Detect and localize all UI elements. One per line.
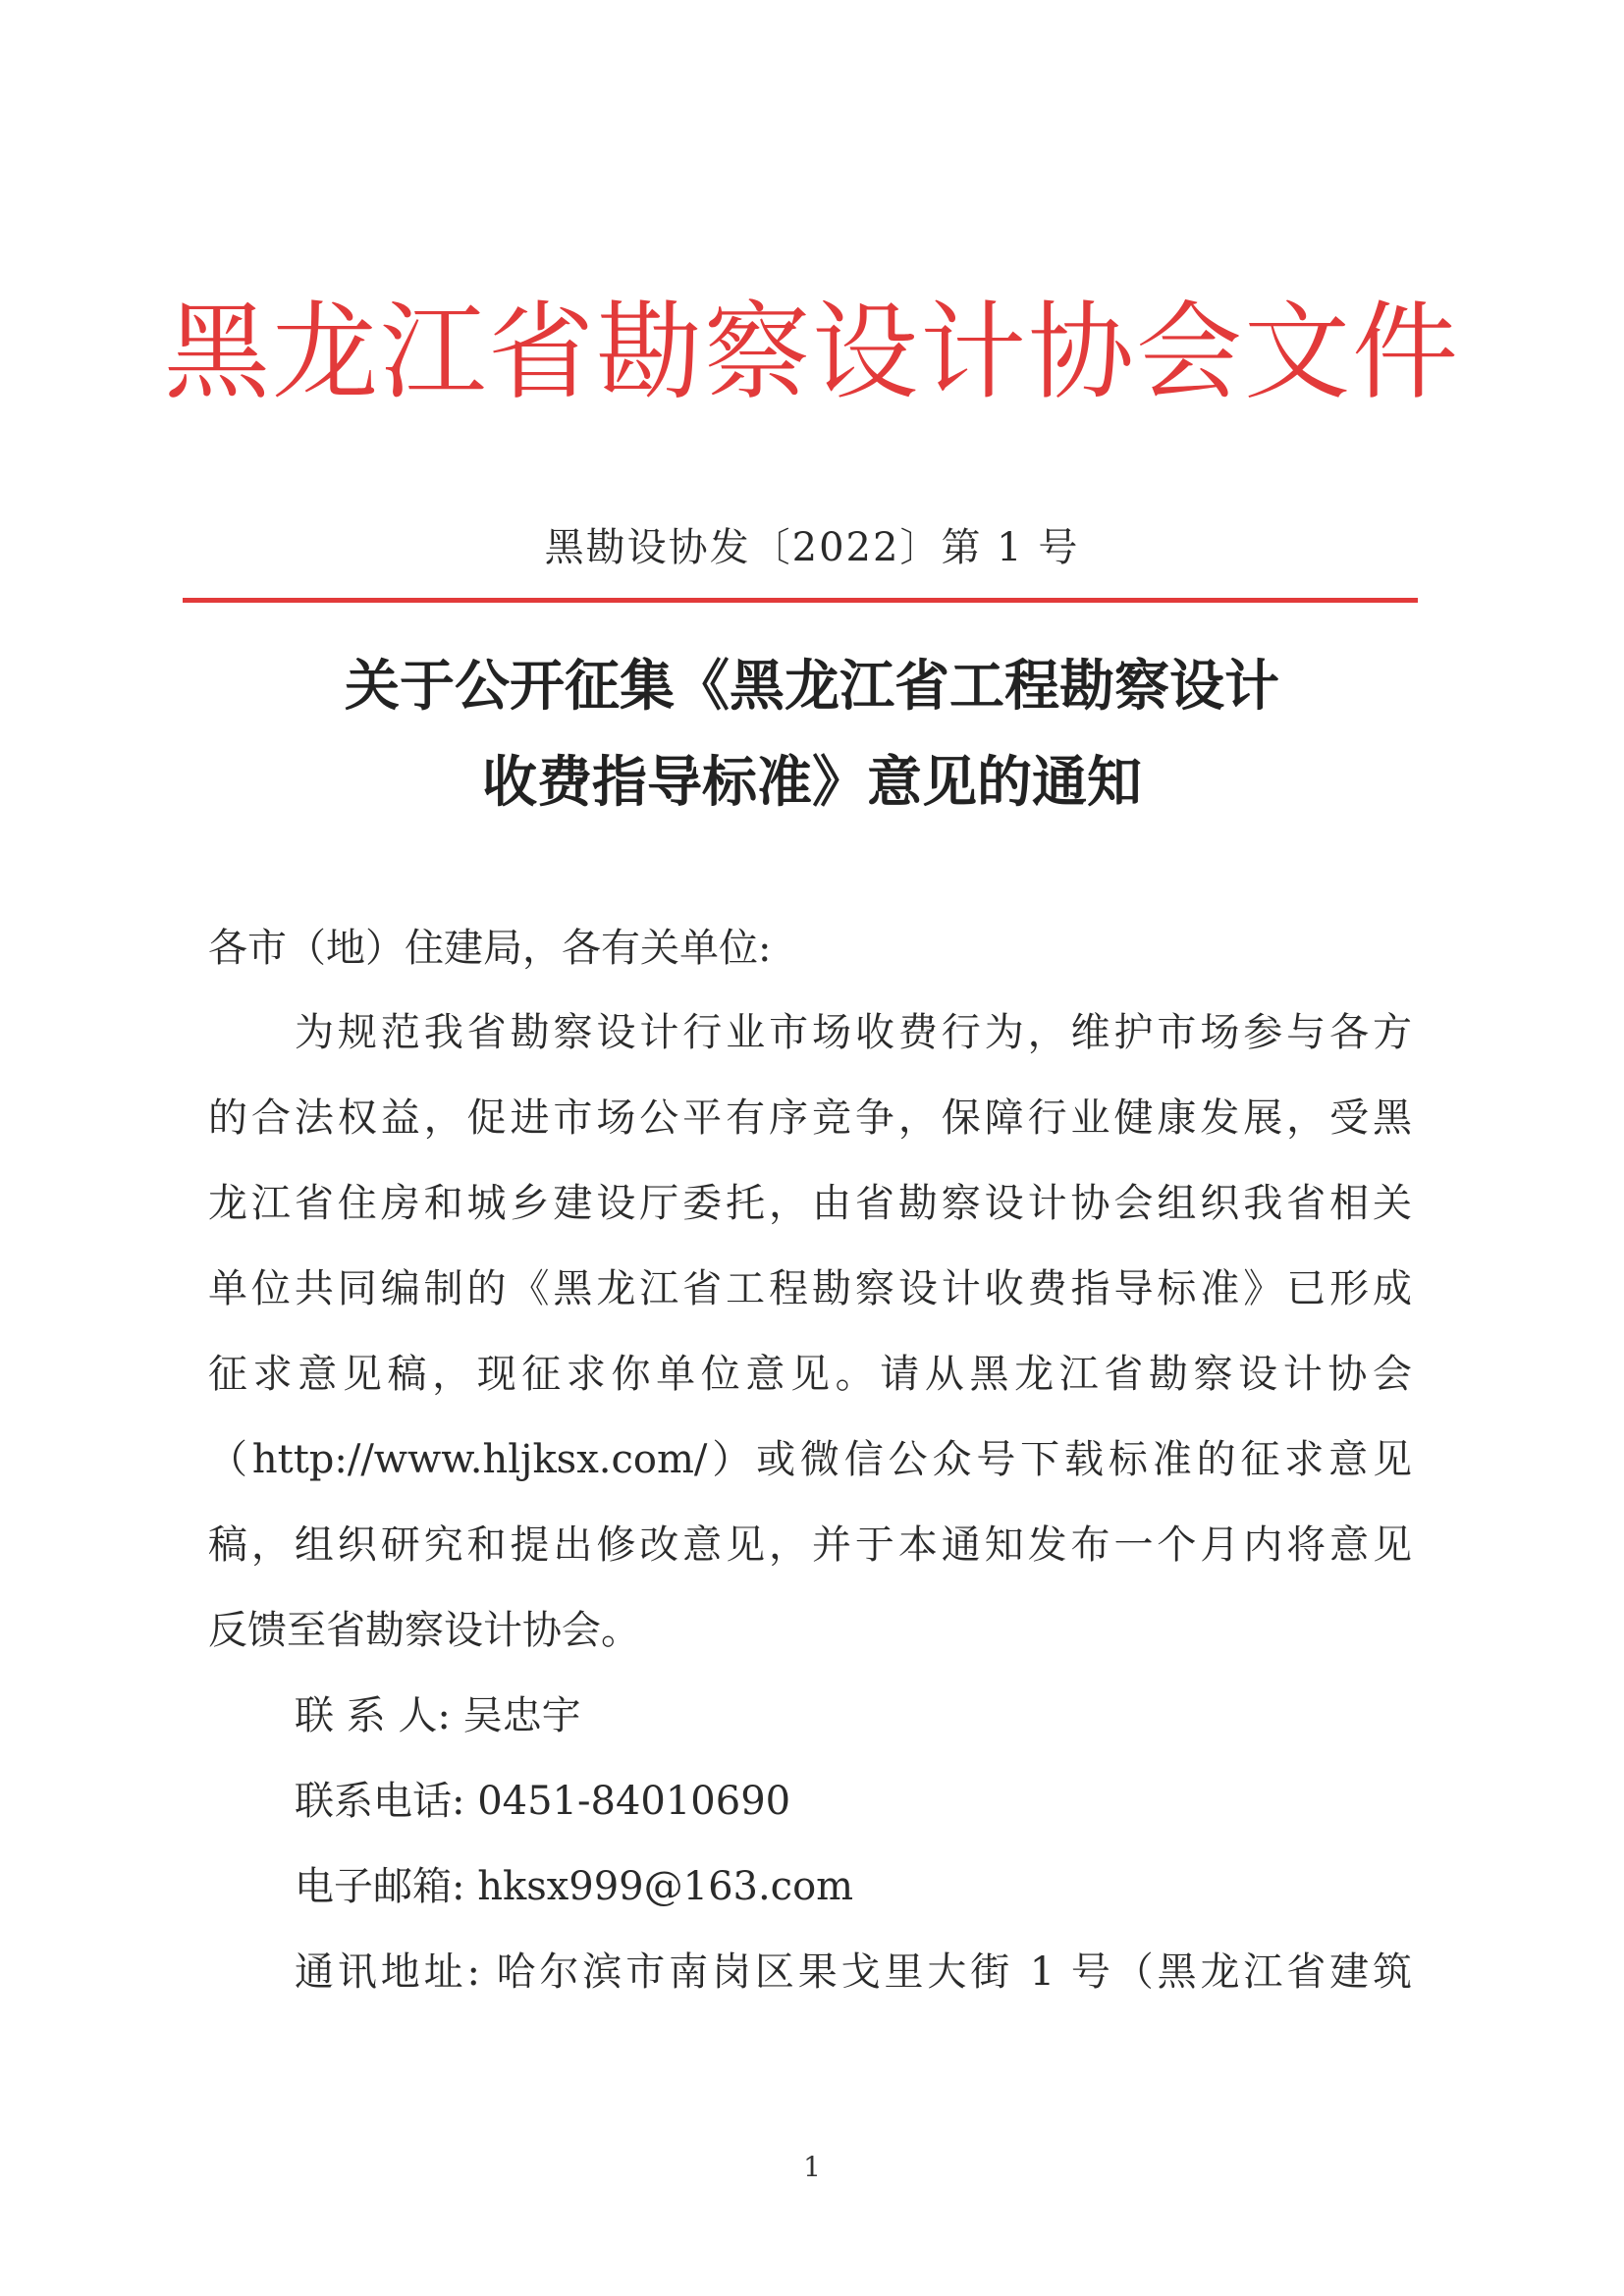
- body-line: 单位共同编制的《黑龙江省工程勘察设计收费指导标准》已形成: [208, 1266, 1412, 1311]
- body-line: 反馈至省勘察设计协会。: [208, 1608, 640, 1653]
- red-divider: [183, 598, 1418, 603]
- contact-email: 电子邮箱: hksx999@163.com: [295, 1864, 854, 1909]
- contact-person: 联 系 人: 吴忠宇: [295, 1693, 581, 1738]
- contact-phone: 联系电话: 0451-84010690: [295, 1779, 791, 1824]
- notice-title-line-1: 关于公开征集《黑龙江省工程勘察设计: [345, 655, 1279, 719]
- masthead-title: 黑龙江省勘察设计协会文件: [163, 292, 1460, 414]
- notice-title-line-2: 收费指导标准》意见的通知: [482, 751, 1142, 815]
- body-line: 稿，组织研究和提出修改意见，并于本通知发布一个月内将意见: [208, 1522, 1412, 1568]
- salutation: 各市（地）住建局，各有关单位:: [208, 926, 772, 971]
- body-line: （http://www.hljksx.com/）或微信公众号下载标准的征求意见: [208, 1437, 1412, 1482]
- contact-address: 通讯地址: 哈尔滨市南岗区果戈里大街 1 号（黑龙江省建筑: [295, 1949, 1412, 1995]
- body-line: 龙江省住房和城乡建设厅委托，由省勘察设计协会组织我省相关: [208, 1181, 1412, 1226]
- document-number: 黑勘设协发〔2022〕第 1 号: [544, 525, 1080, 570]
- body-line: 为规范我省勘察设计行业市场收费行为，维护市场参与各方: [295, 1010, 1412, 1055]
- page-number: 1: [803, 2151, 821, 2183]
- body-line: 征求意见稿，现征求你单位意见。请从黑龙江省勘察设计协会: [208, 1352, 1412, 1397]
- body-line: 的合法权益，促进市场公平有序竞争，保障行业健康发展，受黑: [208, 1095, 1412, 1141]
